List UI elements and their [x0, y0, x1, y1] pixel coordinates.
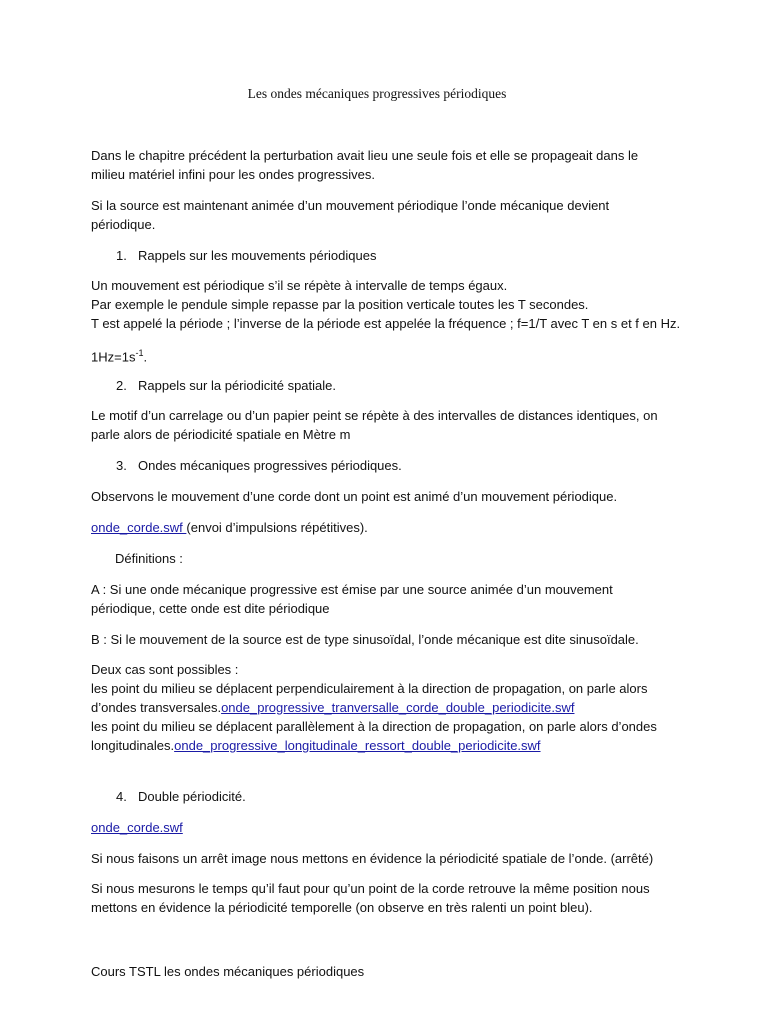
definition-b — [91, 630, 686, 649]
intro-p1-line1: Dans le chapitre précédent la perturbation avait lieu une seule fois et elle se propageait dans le — [91, 148, 639, 163]
section-2-line2: parle alors de périodicité spatiale en Mètre m — [91, 427, 351, 442]
intro-p1-line2: milieu matériel infini pour les ondes progressives. — [91, 167, 375, 182]
link-1-description: (envoi d’impulsions répétitives). — [186, 520, 368, 535]
page-footer: Cours TSTL les ondes mécaniques périodiques — [91, 964, 365, 979]
unit-end: . — [143, 349, 148, 365]
section-2-heading — [116, 376, 336, 395]
section-1-line1: Un mouvement est périodique s’il se répète à intervalle de temps égaux. — [91, 278, 508, 293]
section-4-heading — [116, 787, 246, 806]
section-4-paragraph-1 — [91, 849, 686, 868]
section-3-heading — [116, 456, 402, 475]
section-3-number: 3. — [116, 458, 127, 473]
intro-p2-line1: Si la source est maintenant animée d’un mouvement périodique l’onde mécanique devient — [91, 198, 610, 213]
definition-b-line: B : Si le mouvement de la source est de type sinusoïdal, l’onde mécanique est dite sinusoïdale. — [91, 632, 639, 647]
section-1-heading — [116, 246, 376, 265]
section-4-paragraph-2 — [91, 879, 686, 917]
section-1-title: Rappels sur les mouvements périodiques — [138, 248, 377, 263]
definitions-label: Définitions : — [115, 551, 183, 566]
case-1-line1: les point du milieu se déplacent perpendiculairement à la direction de propagation, on parle alors — [91, 681, 648, 696]
intro-p2-line2: périodique. — [91, 217, 156, 232]
case-1-line2-prefix: d’ondes transversales. — [91, 700, 222, 715]
section-4-line2: Si nous mesurons le temps qu’il faut pour qu’un point de la corde retrouve la même position nous — [91, 881, 650, 896]
unit-exponent: -1 — [135, 348, 144, 358]
section-1-line3: T est appelé la période ; l’inverse de la période est appelée la fréquence ; f=1/T avec T en s et f en Hz. — [91, 316, 681, 331]
link-paragraph-2 — [91, 818, 686, 837]
section-1-line2: Par exemple le pendule simple repasse par la position verticale toutes les T secondes. — [91, 297, 589, 312]
section-1-number: 1. — [116, 248, 127, 263]
observe-paragraph — [91, 487, 686, 506]
observe-line: Observons le mouvement d’une corde dont un point est animé d’un mouvement périodique. — [91, 489, 618, 504]
onde-corde-link-2[interactable]: onde_corde.swf — [91, 820, 183, 835]
transversal-wave-link[interactable]: onde_progressive_tranversalle_corde_double_periodicite.swf — [221, 700, 575, 715]
section-4-line1: Si nous faisons un arrêt image nous mettons en évidence la périodicité spatiale de l’onde. (arrêté) — [91, 851, 654, 866]
longitudinal-wave-link[interactable]: onde_progressive_longitudinale_ressort_double_periodicite.swf — [174, 738, 541, 753]
section-4-line3: mettons en évidence la périodicité temporelle (on observe en très ralenti un point bleu). — [91, 900, 593, 915]
section-1-paragraph — [91, 276, 686, 333]
unit-definition — [91, 344, 686, 366]
section-2-paragraph — [91, 406, 686, 444]
section-3-title: Ondes mécaniques progressives périodiques. — [138, 458, 402, 473]
intro-paragraph-2 — [91, 196, 686, 234]
section-2-number: 2. — [116, 378, 127, 393]
document-title: Les ondes mécaniques progressives périodiques — [247, 86, 507, 101]
section-4-title: Double périodicité. — [138, 789, 246, 804]
cases-intro: Deux cas sont possibles : — [91, 662, 239, 677]
onde-corde-link[interactable]: onde_corde.swf — [91, 520, 187, 535]
section-4-number: 4. — [116, 789, 127, 804]
case-2-line2-prefix: longitudinales. — [91, 738, 175, 753]
cases-paragraph — [91, 660, 686, 755]
intro-paragraph-1 — [91, 146, 686, 184]
unit-base: 1Hz=1s — [91, 349, 136, 365]
section-2-title: Rappels sur la périodicité spatiale. — [138, 378, 336, 393]
definition-a — [91, 580, 686, 618]
section-2-line1: Le motif d’un carrelage ou d’un papier peint se répète à des intervalles de distances identiques, on — [91, 408, 658, 423]
definition-a-line1: A : Si une onde mécanique progressive est émise par une source animée d’un mouvement — [91, 582, 613, 597]
definition-a-line2: périodique, cette onde est dite périodique — [91, 601, 330, 616]
case-2-line1: les point du milieu se déplacent parallèlement à la direction de propagation, on parle alors d’ondes — [91, 719, 657, 734]
link-paragraph-1 — [91, 518, 686, 537]
